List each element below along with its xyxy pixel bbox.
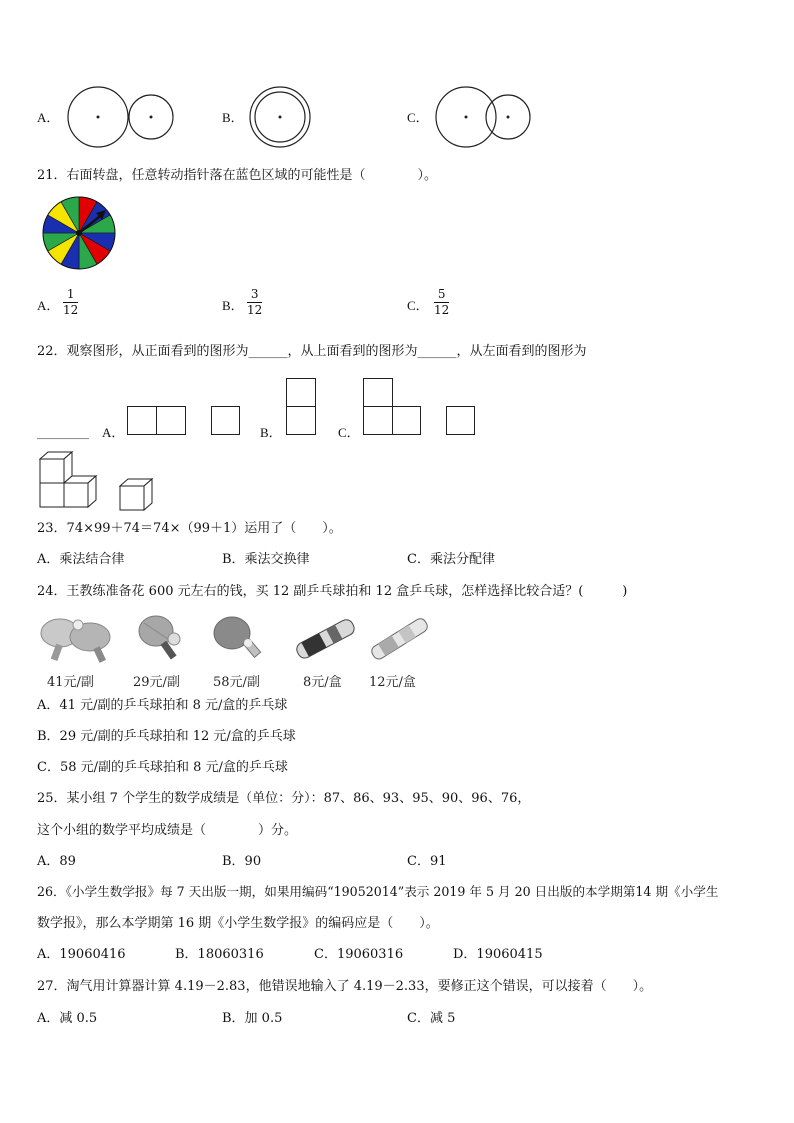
q22-blank: ________	[37, 425, 89, 440]
q22-b-square	[286, 406, 316, 435]
q22-c-square	[363, 406, 393, 435]
paddle-image-2	[130, 613, 190, 665]
q23-stem: 23．74×99＋74＝74×（99＋1）运用了（ ）。	[37, 521, 342, 536]
q21-option-b-fraction: $\frac{3}{12}$	[247, 287, 263, 317]
q26-option-c: C．19060316	[314, 947, 404, 962]
q27-stem: 27．淘气用计算器计算 4.19－2.83，他错误地输入了 4.19－2.33，要修正这个错误，可以接着（ ）。	[37, 979, 653, 994]
q25-option-b: B．90	[222, 854, 262, 869]
q24-option-b: B．29 元/副的乒乓球拍和 12 元/盒的乒乓球	[37, 729, 296, 744]
q27-option-c: C．减 5	[407, 1011, 456, 1026]
q25-stem-line2: 这个小组的数学平均成绩是（ ）分。	[37, 823, 298, 838]
q20-option-c-label: C．	[407, 110, 429, 125]
price-label-5: 12元/盒	[369, 675, 416, 690]
q23-option-b: B．乘法交换律	[222, 552, 310, 567]
q25-option-a: A．89	[37, 854, 76, 869]
q22-a-square	[211, 406, 240, 435]
q27-option-b: B．加 0.5	[222, 1011, 283, 1026]
q21-option-c-label: C．	[407, 298, 429, 313]
q22-a-square	[156, 406, 186, 435]
price-label-3: 58元/副	[213, 675, 260, 690]
q25-stem: 25．某小组 7 个学生的数学成绩是（单位：分）：87、86、93、95、90、96、76，	[37, 791, 531, 806]
q24-option-a: A．41 元/副的乒乓球拍和 8 元/盒的乒乓球	[37, 698, 288, 713]
ball-tube-image-2	[364, 612, 434, 664]
price-label-2: 29元/副	[133, 675, 180, 690]
q26-option-b: B．18060316	[175, 947, 264, 962]
price-label-1: 41元/副	[47, 675, 94, 690]
ball-tube-image-1	[290, 612, 360, 664]
q24-stem: 24．王教练准备花 600 元左右的钱，买 12 副乒乓球拍和 12 盒乒乓球，怎样选择比较合适？( )	[37, 584, 628, 599]
q22-option-a-label: A．	[102, 425, 125, 440]
q22-c-square	[446, 406, 475, 435]
q26-option-a: A．19060416	[37, 947, 126, 962]
price-label-4: 8元/盒	[303, 675, 342, 690]
q22-c-square	[363, 378, 393, 407]
q26-option-d: D．19060415	[453, 947, 543, 962]
q24-option-c: C．58 元/副的乒乓球拍和 8 元/盒的乒乓球	[37, 760, 288, 775]
q26-stem: 26．《小学生数学报》每 7 天出版一期，如果用编码“19052014”表示 2019 年 5 月 20 日出版的本学期第14 期《小学生	[37, 884, 719, 899]
q20-option-a-label: A．	[37, 110, 60, 125]
q22-option-b-label: B．	[260, 425, 282, 440]
q22-c-square	[392, 406, 421, 435]
q20-option-b-label: B．	[222, 110, 244, 125]
q20-option-b-figure	[246, 84, 316, 154]
q20-option-c-figure	[432, 84, 542, 154]
q21-option-c-fraction: $\frac{5}{12}$	[434, 287, 450, 317]
q22-b-square	[286, 378, 316, 407]
q23-option-c: C．乘法分配律	[407, 552, 495, 567]
q26-stem-line2: 数学报》，那么本学期第 16 期《小学生数学报》的编码应是（ ）。	[37, 916, 439, 931]
q21-stem: 21．右面转盘，任意转动指针落在蓝色区域的可能性是（ ）。	[37, 168, 438, 183]
q22-stem: 22．观察图形，从正面看到的图形为______，从上面看到的图形为______，从左面看到的图形为	[37, 344, 587, 359]
q21-option-a-label: A．	[37, 298, 60, 313]
q23-option-a: A．乘法结合律	[37, 552, 125, 567]
q22-cube-figure	[38, 450, 198, 515]
q20-option-a-figure	[64, 84, 184, 154]
paddle-image-1	[38, 615, 118, 665]
q22-option-c-label: C．	[338, 425, 360, 440]
q27-option-a: A．减 0.5	[37, 1011, 98, 1026]
q22-a-square	[127, 406, 157, 435]
paddle-image-3	[208, 613, 268, 665]
q21-option-a-fraction: $\frac{1}{12}$	[63, 287, 79, 317]
q25-option-c: C．91	[407, 854, 447, 869]
spinner-wheel	[40, 195, 120, 275]
q21-option-b-label: B．	[222, 298, 244, 313]
